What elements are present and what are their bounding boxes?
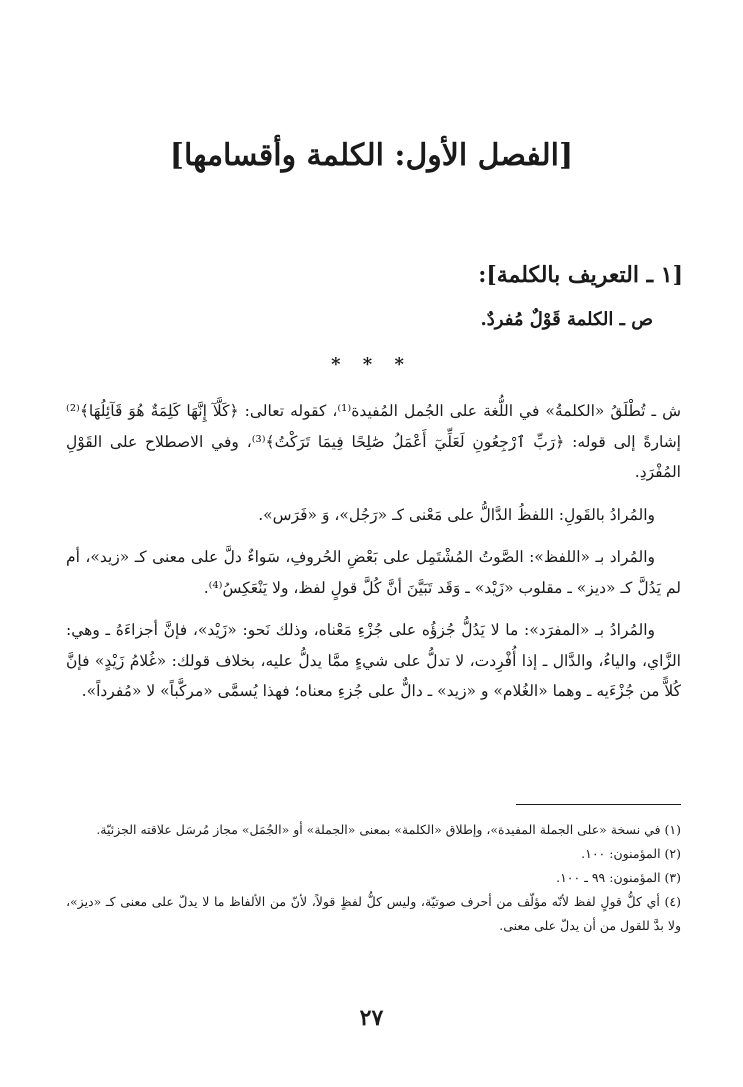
footnotes	[66, 818, 681, 938]
body-text	[66, 396, 681, 719]
paragraph: والمُراد بـ «اللفظ»: الصَّوتُ المُشْتَمِل على بَعْضِ الحُروفِ، سَواءٌ دلَّ على معنى كـ «زيد»، أم لم يَدُلَّ كـ «ديز» ـ مقلوب «زَيْد» ـ وَقَد تَبَيَّنَ أنَّ كُلَّ قولٍ لفظ، ولا يَنْعَكِسُ⁽⁴⁾.	[66, 548, 681, 597]
footnote: (٤) أي كلُّ قولٍ لفظ لأنّه مؤلّف من أحرف صوتيّة، وليس كلُّ لفظٍ قولاً، لأنّ من الألفاظ ما لا يدلّ على معنى كـ «ديز»، ولا بدَّ للقول من أن يدلّ على معنى.	[66, 894, 681, 933]
footnote-divider	[516, 804, 681, 805]
paragraph: والمُرادُ بـ «المفرَد»: ما لا يَدُلُّ جُزؤُه على جُزْءِ مَعْناه، وذلك نَحو: «زَيْد»، فإنَّ أجزاءَهُ ـ وهي: الزَّاي، والياءُ، والدَّال ـ إذا أُفْرِدت، لا تدلُّ على شيءٍ ممَّا يدلُّ عليه، بخلاف قولك: «غُلامُ زَيْدٍ» فإنَّ كُلاًّ من جُزْءَيه ـ وهما «الغُلام» و «زيد» ـ دالٌّ على جُزءِ معناه؛ فهذا يُسمَّى «مركَّباً» لا «مُفرداً».	[66, 621, 681, 700]
footnote: (٣) المؤمنون: ٩٩ ـ ١٠٠.	[556, 870, 681, 885]
section-title: [١ ـ التعريف بالكلمة]:	[478, 262, 683, 288]
page-number: ٢٧	[359, 1005, 384, 1031]
paragraph: والمُرادُ بالقَولِ: اللفظُ الدَّالُّ على مَعْنى كـ «رَجُل»، وَ «فَرَس».	[258, 505, 655, 524]
separator-stars: * * *	[331, 354, 412, 375]
footnote: (٢) المؤمنون: ١٠٠.	[581, 846, 681, 861]
paragraph: ش ـ تُطْلَقُ «الكلمةُ» في اللُّغة على الجُمل المُفيدة⁽¹⁾، كقوله تعالى: ﴿كَلَّآ إِنَّهَا كَلِمَةٌ هُوَ قَآئِلُهَا﴾⁽²⁾ إشارةً إلى قوله: ﴿رَبِّ ٱرْجِعُونِ لَعَلِّيٓ أَعْمَلُ صَٰلِحًا فِيمَا تَرَكْتُ﴾⁽³⁾، وفي الاصطلاح على القَوْلِ المُفْرَدِ.	[66, 402, 681, 481]
chapter-title: [الفصل الأول: الكلمة وأقسامها]	[169, 138, 574, 173]
footnote: (١) في نسخة «على الجملة المفيدة»، وإطلاق «الكلمة» بمعنى «الجملة» أو «الجُمَل» مجاز مُرسَل علاقته الجزئيّة.	[96, 822, 681, 837]
definition-text: ص ـ الكلمة قَوْلٌ مُفردٌ.	[480, 309, 653, 330]
